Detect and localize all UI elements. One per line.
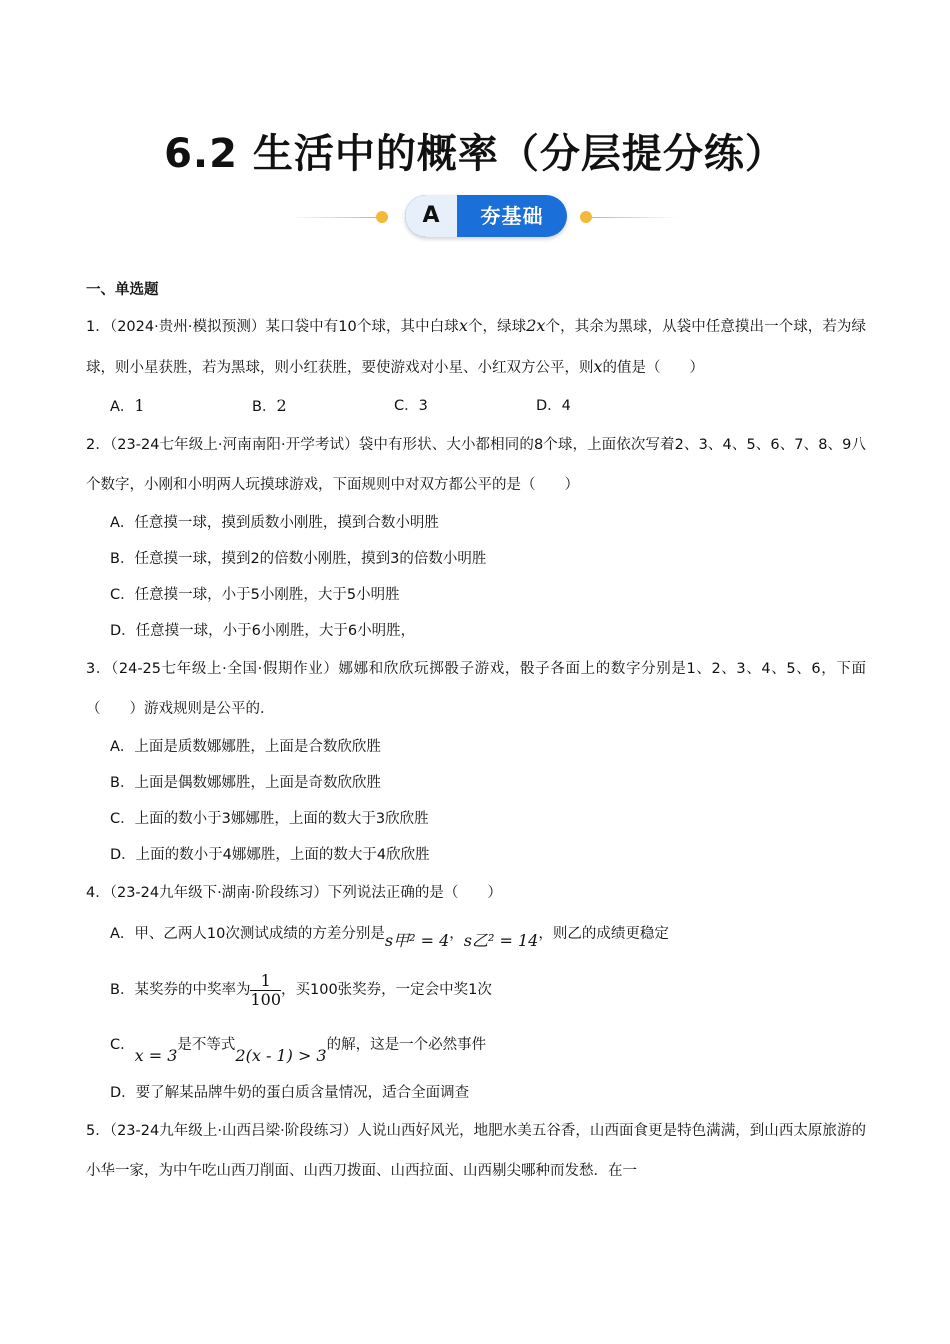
level-banner: [290, 192, 680, 242]
level-badge: [405, 195, 567, 237]
section-heading: 一、单选题: [86, 282, 159, 298]
option-a[interactable]: A．任意摸一球，摸到质数小刚胜，摸到合数小明胜: [110, 515, 439, 531]
option-b[interactable]: B．任意摸一球，摸到2的倍数小刚胜，摸到3的倍数小明胜: [110, 551, 487, 567]
question-4: [86, 873, 866, 913]
banner-dot-left: [376, 211, 388, 223]
question-text: （24-25七年级上·全国·假期作业）娜娜和欣欣玩掷骰子游戏，骰子各面上的数字分别是1、2、3、4、5、6，下面（ ）游戏规则是公平的．: [86, 661, 866, 717]
question-number: 2．: [86, 437, 110, 453]
banner-dot-right: [580, 211, 592, 223]
option-d[interactable]: D．上面的数小于4娜娜胜，上面的数大于4欣欣胜: [110, 847, 430, 863]
level-letter: A: [405, 195, 457, 237]
var-x: x: [458, 316, 468, 335]
question-text: （23-24九年级下·湖南·阶段练习）下列说法正确的是（ ）: [109, 885, 502, 901]
question-list: [86, 278, 866, 1191]
option-b[interactable]: B．上面是偶数娜娜胜，上面是奇数欣欣胜: [110, 775, 381, 791]
question-number: 4．: [86, 885, 110, 901]
page-title: 6.2 生活中的概率（分层提分练）: [164, 131, 786, 177]
question-text: 个，绿球: [467, 319, 527, 335]
inequality: 2(x - 1) > 3: [235, 1046, 327, 1065]
option-c[interactable]: C．3: [394, 398, 428, 414]
question-text: （23-24九年级上·山西吕梁·阶段练习）人说山西好风光，地肥水美五谷香，山西面食更是特色满满，到山西太原旅游的小华一家，为中午吃山西刀削面、山西刀拨面、山西拉面、山西剔尖哪种而发愁．在一: [86, 1123, 866, 1179]
question-number: 1．: [86, 319, 110, 335]
banner-line-left: [290, 217, 378, 218]
question-text: （23-24七年级上·河南南阳·开学考试）袋中有形状、大小都相同的8个球，上面依次写着2、3、4、5、6、7、8、9八个数字，小刚和小明两人玩摸球游戏，下面规则中对双方都公平的是（ ）: [86, 437, 866, 493]
option-d[interactable]: D．要了解某品牌牛奶的蛋白质含量情况，适合全面调查: [110, 1085, 470, 1101]
question-number: 5．: [86, 1123, 110, 1139]
question-text: 个，其余为黑球，从袋中任意摸出一个球，若为绿球，则小星获胜，若为黑球，则小红获胜，要使游戏对小星、小红双方公平，则: [86, 319, 867, 376]
banner-line-right: [592, 217, 680, 218]
question-3: [86, 649, 866, 729]
var-2x: 2x: [526, 316, 546, 335]
option-c[interactable]: C．上面的数小于3娜娜胜，上面的数大于3欣欣胜: [110, 811, 429, 827]
question-text: （2024·贵州·模拟预测）某口袋中有10个球，其中白球: [109, 319, 459, 335]
option-d[interactable]: D．4: [536, 398, 571, 414]
question-5: [86, 1111, 866, 1191]
var-x: x: [593, 357, 603, 376]
question-2: [86, 425, 866, 505]
option-d[interactable]: D．任意摸一球，小于6小刚胜，大于6小明胜，: [110, 623, 416, 639]
formula-variance-yi: s乙² = 14: [463, 931, 539, 950]
question-1: [86, 306, 866, 388]
option-c[interactable]: C．x = 3是不等式2(x - 1) > 3的解，这是一个必然事件: [110, 1037, 487, 1065]
question-number: 3．: [86, 661, 111, 677]
option-a[interactable]: A．1: [110, 396, 145, 415]
question-1-options: [86, 388, 866, 425]
level-label: 夯基础: [480, 204, 544, 228]
option-b[interactable]: B．某奖券的中奖率为 $\frac{1}{100}$ ，买100张奖券，一定会中奖1次: [110, 970, 492, 1009]
fraction: $\frac{1}{100}$: [250, 970, 281, 1009]
formula-variance-jia: s甲² = 4: [384, 931, 450, 950]
option-a[interactable]: A．上面是质数娜娜胜，上面是合数欣欣胜: [110, 739, 381, 755]
option-b[interactable]: B．2: [252, 396, 287, 415]
question-text: 的值是（ ）: [602, 360, 705, 376]
equation-x: x = 3: [134, 1046, 178, 1065]
option-c[interactable]: C．任意摸一球，小于5小刚胜，大于5小明胜: [110, 587, 400, 603]
option-a[interactable]: A．甲、乙两人10次测试成绩的方差分别是s甲² = 4，s乙² = 14，则乙的成绩更稳定: [110, 926, 669, 950]
